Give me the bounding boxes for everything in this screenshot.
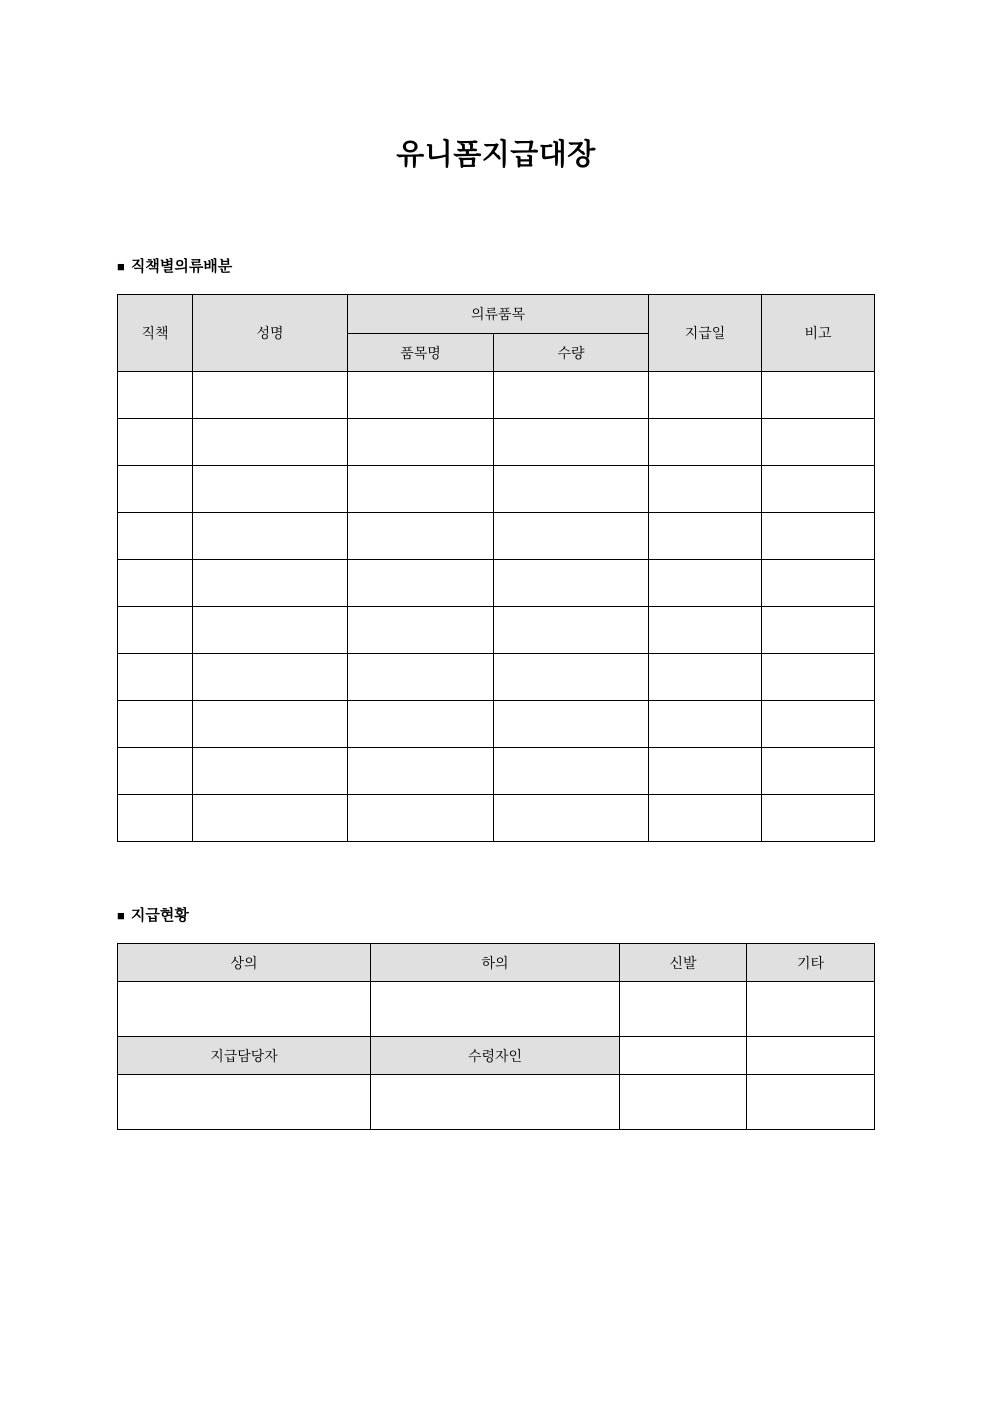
cell-pummokmyeong[interactable] <box>348 560 494 607</box>
header-cell-uiryupummok: 의류품목 <box>348 295 649 334</box>
cell-signature-value-3[interactable] <box>620 1075 747 1130</box>
cell-seongmyeong[interactable] <box>193 701 348 748</box>
cell-bigo[interactable] <box>762 607 875 654</box>
page-title: 유니폼지급대장 <box>396 139 596 171</box>
cell-suryeongjain-value[interactable] <box>371 1075 620 1130</box>
cell-jigeupil[interactable] <box>649 419 762 466</box>
table-row[interactable] <box>118 372 875 419</box>
cell-suryang[interactable] <box>494 701 649 748</box>
cell-pummokmyeong[interactable] <box>348 701 494 748</box>
cell-bigo[interactable] <box>762 701 875 748</box>
cell-jikchaek[interactable] <box>118 466 193 513</box>
payment-status-table <box>117 943 875 1130</box>
cell-jigeupil[interactable] <box>649 748 762 795</box>
status-input-row[interactable] <box>118 982 875 1037</box>
bullet-square-icon: ■ <box>117 908 125 923</box>
cell-bigo[interactable] <box>762 748 875 795</box>
header-cell-suryeongjain: 수령자인 <box>371 1037 620 1075</box>
cell-sangui-value[interactable] <box>118 982 371 1037</box>
section-heading-clothing-distribution <box>0 173 992 276</box>
cell-pummokmyeong[interactable] <box>348 607 494 654</box>
cell-pummokmyeong[interactable] <box>348 795 494 842</box>
table-header-row-1 <box>118 295 875 334</box>
cell-bigo[interactable] <box>762 466 875 513</box>
bullet-square-icon: ■ <box>117 259 125 274</box>
cell-pummokmyeong[interactable] <box>348 372 494 419</box>
cell-pummokmyeong[interactable] <box>348 466 494 513</box>
table-row[interactable] <box>118 795 875 842</box>
table-row[interactable] <box>118 701 875 748</box>
cell-jigeupil[interactable] <box>649 513 762 560</box>
cell-seongmyeong[interactable] <box>193 607 348 654</box>
header-cell-suryang: 수량 <box>494 334 649 372</box>
cell-bigo[interactable] <box>762 795 875 842</box>
cell-bigo[interactable] <box>762 654 875 701</box>
cell-jikchaek[interactable] <box>118 560 193 607</box>
table-row[interactable] <box>118 607 875 654</box>
header-cell-jikchaek: 직책 <box>118 295 193 372</box>
cell-suryang[interactable] <box>494 513 649 560</box>
cell-jigeupil[interactable] <box>649 372 762 419</box>
cell-bigo[interactable] <box>762 372 875 419</box>
cell-bigo[interactable] <box>762 513 875 560</box>
signature-input-row[interactable] <box>118 1075 875 1130</box>
cell-signature-value-4[interactable] <box>747 1075 875 1130</box>
cell-suryang[interactable] <box>494 795 649 842</box>
header-cell-haui: 하의 <box>371 944 620 982</box>
cell-seongmyeong[interactable] <box>193 513 348 560</box>
section-heading-label: 지급현황 <box>130 907 189 924</box>
cell-jigeupil[interactable] <box>649 607 762 654</box>
cell-seongmyeong[interactable] <box>193 419 348 466</box>
cell-jigeupil[interactable] <box>649 560 762 607</box>
cell-pummokmyeong[interactable] <box>348 419 494 466</box>
header-cell-bigo: 비고 <box>762 295 875 372</box>
table-row[interactable] <box>118 560 875 607</box>
cell-jikchaek[interactable] <box>118 372 193 419</box>
cell-pummokmyeong[interactable] <box>348 513 494 560</box>
cell-jikchaek[interactable] <box>118 513 193 560</box>
header-cell-sangui: 상의 <box>118 944 371 982</box>
cell-jigeupil[interactable] <box>649 701 762 748</box>
cell-jigeupdamdangja-value[interactable] <box>118 1075 371 1130</box>
table-row[interactable] <box>118 466 875 513</box>
cell-gita-value[interactable] <box>747 982 875 1037</box>
header-cell-pummokmyeong: 품목명 <box>348 334 494 372</box>
table-row[interactable] <box>118 654 875 701</box>
header-cell-sinbal: 신발 <box>620 944 747 982</box>
cell-bigo[interactable] <box>762 419 875 466</box>
cell-seongmyeong[interactable] <box>193 466 348 513</box>
cell-jigeupil[interactable] <box>649 795 762 842</box>
cell-seongmyeong[interactable] <box>193 654 348 701</box>
cell-jikchaek[interactable] <box>118 701 193 748</box>
cell-suryang[interactable] <box>494 748 649 795</box>
table-row[interactable] <box>118 748 875 795</box>
cell-jikchaek[interactable] <box>118 748 193 795</box>
table-row[interactable] <box>118 513 875 560</box>
cell-suryang[interactable] <box>494 654 649 701</box>
cell-suryang[interactable] <box>494 607 649 654</box>
cell-jikchaek[interactable] <box>118 419 193 466</box>
cell-bigo[interactable] <box>762 560 875 607</box>
signature-header-row <box>118 1037 875 1075</box>
cell-pummokmyeong[interactable] <box>348 654 494 701</box>
cell-signature-extra-2[interactable] <box>747 1037 875 1075</box>
clothing-distribution-table <box>117 294 875 842</box>
cell-pummokmyeong[interactable] <box>348 748 494 795</box>
section-heading-label: 직책별의류배분 <box>130 258 233 275</box>
cell-jikchaek[interactable] <box>118 654 193 701</box>
header-cell-seongmyeong: 성명 <box>193 295 348 372</box>
cell-haui-value[interactable] <box>371 982 620 1037</box>
cell-seongmyeong[interactable] <box>193 748 348 795</box>
cell-jigeupil[interactable] <box>649 654 762 701</box>
header-cell-jigeupdamdangja: 지급담당자 <box>118 1037 371 1075</box>
cell-suryang[interactable] <box>494 419 649 466</box>
cell-suryang[interactable] <box>494 466 649 513</box>
cell-jikchaek[interactable] <box>118 795 193 842</box>
header-cell-gita: 기타 <box>747 944 875 982</box>
cell-jigeupil[interactable] <box>649 466 762 513</box>
section-heading-payment-status <box>0 842 992 925</box>
cell-seongmyeong[interactable] <box>193 372 348 419</box>
table-row[interactable] <box>118 419 875 466</box>
cell-seongmyeong[interactable] <box>193 795 348 842</box>
cell-jikchaek[interactable] <box>118 607 193 654</box>
cell-signature-extra-1[interactable] <box>620 1037 747 1075</box>
cell-sinbal-value[interactable] <box>620 982 747 1037</box>
status-header-row <box>118 944 875 982</box>
cell-suryang[interactable] <box>494 372 649 419</box>
cell-suryang[interactable] <box>494 560 649 607</box>
cell-seongmyeong[interactable] <box>193 560 348 607</box>
header-cell-jigeupil: 지급일 <box>649 295 762 372</box>
